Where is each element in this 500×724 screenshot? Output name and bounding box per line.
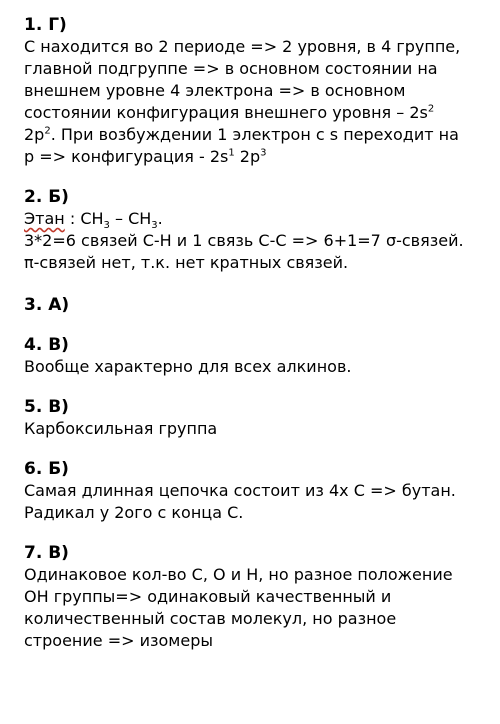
subscript-3: 3	[151, 220, 158, 232]
formula-part-2: – CH	[109, 209, 152, 228]
answer-1-line-6	[24, 146, 494, 168]
answer-2-heading: 2. Б)	[24, 187, 69, 207]
answer-7-body	[24, 564, 494, 652]
superscript-2: 2	[427, 103, 435, 115]
answer-6	[24, 458, 494, 524]
answer-7-line-3: количественный состав молекул, но разное	[24, 609, 397, 628]
answer-6-line-2: Радикал у 2ого с конца С.	[24, 503, 244, 522]
answer-1-line-3: внешнем уровне 4 электрона => в основном	[24, 81, 406, 100]
formula-part-1: : CH	[64, 209, 104, 228]
answer-4-line-1: Вообще характерно для всех алкинов.	[24, 357, 352, 376]
answer-2-formula-line	[24, 208, 494, 230]
answer-3	[24, 294, 494, 316]
superscript-1: 1	[228, 147, 235, 159]
answer-1-line-5-rest: . При возбуждении 1 электрон с s переходит на	[50, 125, 459, 144]
answer-5-heading: 5. В)	[24, 397, 69, 417]
answer-6-line-1: Самая длинная цепочка состоит из 4х С => бутан.	[24, 481, 456, 500]
answer-2	[24, 186, 494, 274]
answer-6-body	[24, 480, 494, 524]
superscript-3: 3	[260, 147, 267, 159]
answer-2-line-3: π-связей нет, т.к. нет кратных связей.	[24, 253, 349, 272]
answer-4-body	[24, 356, 494, 378]
answer-5	[24, 396, 494, 440]
ethane-label: Этан	[24, 209, 65, 228]
answer-5-body	[24, 418, 494, 440]
answer-1-line-1: С находится во 2 периоде => 2 уровня, в 4 группе,	[24, 37, 461, 56]
answer-1-line-2: главной подгруппе => в основном состоянии на	[24, 59, 438, 78]
answer-2-line-2: 3*2=6 связей С-Н и 1 связь С-С => 6+1=7 σ-связей.	[24, 231, 464, 250]
answer-1-line-6-text: p => конфигурация - 2s	[24, 147, 229, 166]
answer-6-heading: 6. Б)	[24, 459, 69, 479]
answer-1-heading: 1. Г)	[24, 15, 67, 35]
answer-1-line-6-2p: 2p	[234, 147, 261, 166]
subscript-3: 3	[103, 220, 110, 232]
answer-2-body	[24, 208, 494, 274]
answer-document	[24, 14, 494, 652]
answer-1-line-5	[24, 124, 494, 146]
answer-4-heading: 4. В)	[24, 335, 69, 355]
answer-1-body	[24, 36, 494, 168]
answer-1-line-4-text: состоянии конфигурация внешнего уровня – 2s	[24, 103, 428, 122]
answer-1	[24, 14, 494, 168]
answer-1-line-5-start: 2p	[24, 125, 45, 144]
answer-7-heading: 7. В)	[24, 543, 69, 563]
answer-3-heading: 3. А)	[24, 295, 70, 315]
answer-7-line-4: строение => изомеры	[24, 631, 213, 650]
superscript-2: 2	[44, 125, 51, 137]
answer-4	[24, 334, 494, 378]
answer-7-line-2: ОН группы=> одинаковый качественный и	[24, 587, 392, 606]
answer-1-line-4	[24, 102, 494, 124]
answer-5-line-1: Карбоксильная группа	[24, 419, 218, 438]
answer-7-line-1: Одинаковое кол-во С, О и Н, но разное положение	[24, 565, 453, 584]
formula-period: .	[157, 209, 163, 228]
answer-7	[24, 542, 494, 652]
